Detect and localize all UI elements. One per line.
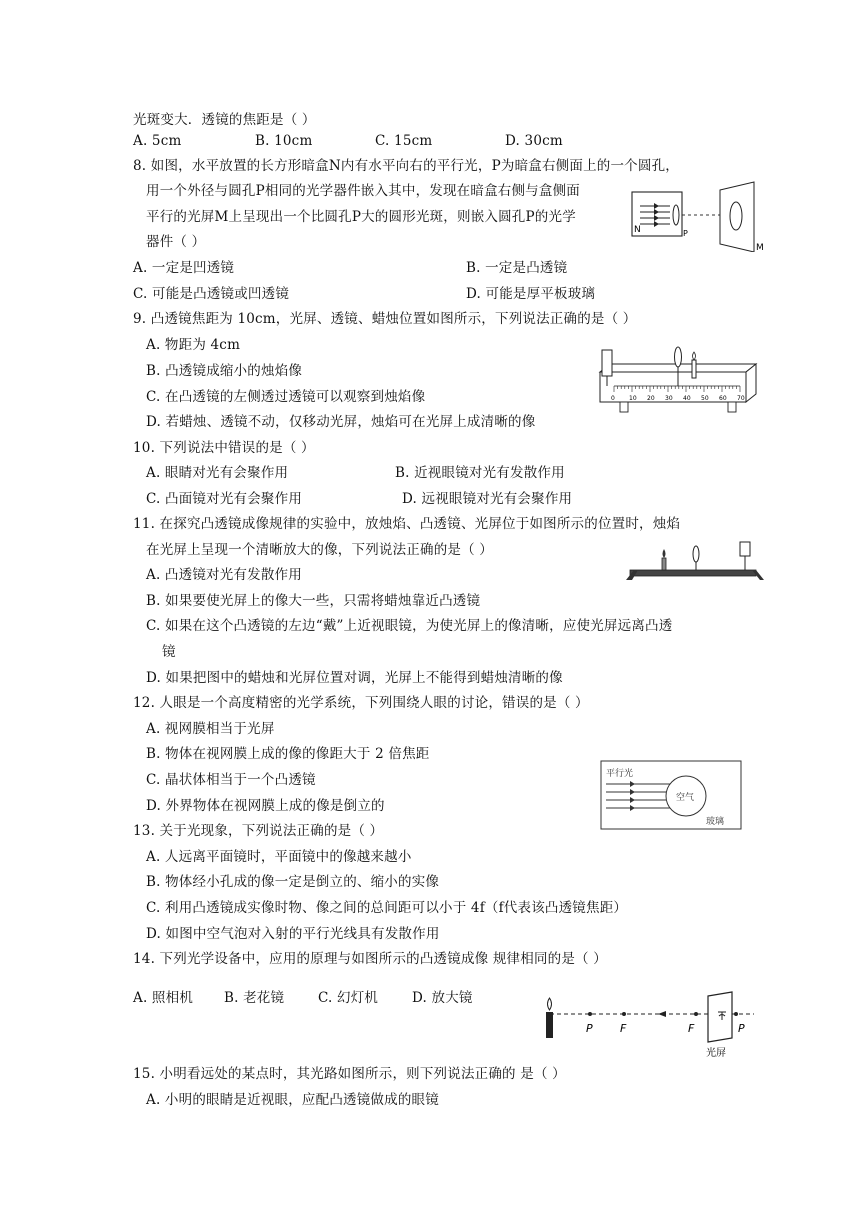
q9-option-d: D. 若蜡烛、透镜不动，仅移动光屏，烛焰可在光屏上成清晰的像 <box>146 414 536 430</box>
label-parallel-light: 平行光 <box>606 769 634 779</box>
convex-lens <box>693 546 699 562</box>
q14-option-c: C. 幻灯机 <box>318 990 379 1006</box>
q14-figure <box>536 990 758 1060</box>
q15-option-a: A. 小明的眼睛是近视眼，应配凸透镜做成的眼镜 <box>146 1092 439 1108</box>
screen <box>602 350 612 376</box>
q11-figure <box>624 536 764 590</box>
q13-stem: 13. 关于光现象，下列说法正确的是（ ） <box>133 823 384 839</box>
q14-option-b: B. 老花镜 <box>224 990 285 1006</box>
q10-option-b: B. 近视眼镜对光有发散作用 <box>395 465 565 481</box>
candle-flame <box>548 998 552 1010</box>
light-screen <box>708 992 732 1042</box>
q11-option-d: D. 如果把图中的蜡烛和光屏位置对调，光屏上不能得到蜡烛清晰的像 <box>146 670 563 686</box>
bench-leg <box>620 402 628 412</box>
q11-stem-line2: 在光屏上呈现一个清晰放大的像，下列说法正确的是（ ） <box>146 542 493 558</box>
q7-option-b: B. 10cm <box>255 133 313 149</box>
candle <box>692 360 696 378</box>
q8-stem-line2: 用一个外径与圆孔P相同的光学器件嵌入其中，发现在暗盒右侧与盒侧面 <box>146 183 580 199</box>
q10-stem: 10. 下列说法中错误的是（ ） <box>133 440 315 456</box>
candle <box>546 1012 553 1038</box>
q10-option-a: A. 眼睛对光有会聚作用 <box>146 465 289 481</box>
q13-option-d: D. 如图中空气泡对入射的平行光线具有发散作用 <box>146 926 440 942</box>
bench-leg <box>728 402 736 412</box>
q8-stem-line3: 平行的光屏M上呈现出一个比圆孔P大的圆形光斑，则嵌入圆孔P的光学 <box>146 209 576 225</box>
label-p2: P <box>738 1022 745 1035</box>
ruler-tick-label: 20 <box>647 395 655 402</box>
q13-option-a: A. 人远离平面镜时，平面镜中的像越来越小 <box>146 849 412 865</box>
q12-option-c: C. 晶状体相当于一个凸透镜 <box>146 772 316 788</box>
label-f2: F <box>688 1022 695 1035</box>
ruler-tick-label: 60 <box>719 395 727 402</box>
q13-option-b: B. 物体经小孔成的像一定是倒立的、缩小的实像 <box>146 874 440 890</box>
label-n: N <box>634 225 641 235</box>
q7-option-a: A. 5cm <box>133 133 182 149</box>
q12-stem: 12. 人眼是一个高度精密的光学系统，下列围绕人眼的讨论，错误的是（ ） <box>133 695 589 711</box>
q8-option-a: A. 一定是凹透镜 <box>133 260 235 276</box>
q11-option-a: A. 凸透镜对光有发散作用 <box>146 567 302 583</box>
q8-option-c: C. 可能是凸透镜或凹透镜 <box>133 286 290 302</box>
screen-m <box>720 182 754 252</box>
ruler-tick-label: 50 <box>701 395 709 402</box>
label-p1: P <box>586 1022 593 1035</box>
ruler-tick-label: 0 <box>611 395 615 402</box>
candle-flame <box>663 549 666 558</box>
q13-figure <box>600 760 742 830</box>
q14-stem: 14. 下列光学设备中，应用的原理与如图所示的凸透镜成像 规律相同的是（ ） <box>133 951 607 967</box>
label-f1: F <box>620 1022 627 1035</box>
ruler-tick-label: 10 <box>629 395 637 402</box>
q9-option-a: A. 物距为 4cm <box>146 337 241 353</box>
label-glass: 玻璃 <box>706 817 725 827</box>
q11-stem-line1: 11. 在探究凸透镜成像规律的实验中，放烛焰、凸透镜、光屏位于如图所示的位置时，烛焰 <box>133 516 681 532</box>
q8-stem-line1: 8. 如图，水平放置的长方形暗盒N内有水平向右的平行光，P为暗盒右侧面上的一个圆孔， <box>133 158 679 174</box>
label-screen: 光屏 <box>706 1048 726 1059</box>
ruler-tick-label: 70 <box>737 395 745 402</box>
label-p: P <box>683 229 688 238</box>
candle <box>662 558 666 570</box>
lens-marker <box>658 1011 666 1017</box>
q9-stem: 9. 凸透镜焦距为 10cm，光屏、透镜、蜡烛位置如图所示，下列说法正确的是（ ） <box>133 311 637 327</box>
q7-option-d: D. 30cm <box>505 133 563 149</box>
ruler-tick-label: 40 <box>683 395 691 402</box>
q14-option-a: A. 照相机 <box>133 990 194 1006</box>
candle-flame <box>693 352 696 360</box>
q12-option-a: A. 视网膜相当于光屏 <box>146 721 275 737</box>
q7-option-c: C. 15cm <box>375 133 433 149</box>
q8-option-d: D. 可能是厚平板玻璃 <box>466 286 596 302</box>
point-f-left <box>622 1012 626 1016</box>
label-air: 空气 <box>676 793 695 803</box>
screen <box>740 542 750 556</box>
label-m: M <box>756 243 764 252</box>
q11-option-c: C. 如果在这个凸透镜的左边“戴”上近视眼镜，为使光屏上的像清晰，应使光屏远离凸透 <box>146 618 673 634</box>
point-p-left <box>588 1012 592 1016</box>
hole-p <box>673 205 679 225</box>
q11-option-c-cont: 镜 <box>162 644 176 660</box>
q14-option-d: D. 放大镜 <box>412 990 473 1006</box>
bench-rail <box>630 570 756 576</box>
q15-stem: 15. 小明看远处的某点时，其光路如图所示，则下列说法正确的 是（ ） <box>133 1066 566 1082</box>
ruler-tick-label: 30 <box>665 395 673 402</box>
convex-lens <box>675 347 682 367</box>
q7-stem-tail: 光斑变大．透镜的焦距是（ ） <box>133 112 316 128</box>
q10-option-d: D. 远视眼镜对光有会聚作用 <box>402 491 573 507</box>
q8-option-b: B. 一定是凸透镜 <box>466 260 568 276</box>
q10-option-c: C. 凸面镜对光有会聚作用 <box>146 491 303 507</box>
q9-figure <box>596 340 766 420</box>
q13-option-c: C. 利用凸透镜成实像时物、像之间的总间距可以小于 4f（f代表该凸透镜焦距） <box>146 900 628 916</box>
point-f-right <box>694 1012 698 1016</box>
q8-stem-line4: 器件（ ） <box>146 234 206 250</box>
q9-option-b: B. 凸透镜成缩小的烛焰像 <box>146 363 303 379</box>
q12-option-d: D. 外界物体在视网膜上成的像是倒立的 <box>146 798 385 814</box>
q9-option-c: C. 在凸透镜的左侧透过透镜可以观察到烛焰像 <box>146 389 426 405</box>
q11-option-b: B. 如果要使光屏上的像大一些，只需将蜡烛靠近凸透镜 <box>146 593 481 609</box>
point-p-right <box>734 1012 738 1016</box>
q8-figure <box>628 180 768 252</box>
q12-option-b: B. 物体在视网膜上成的像的像距大于 2 倍焦距 <box>146 746 430 762</box>
